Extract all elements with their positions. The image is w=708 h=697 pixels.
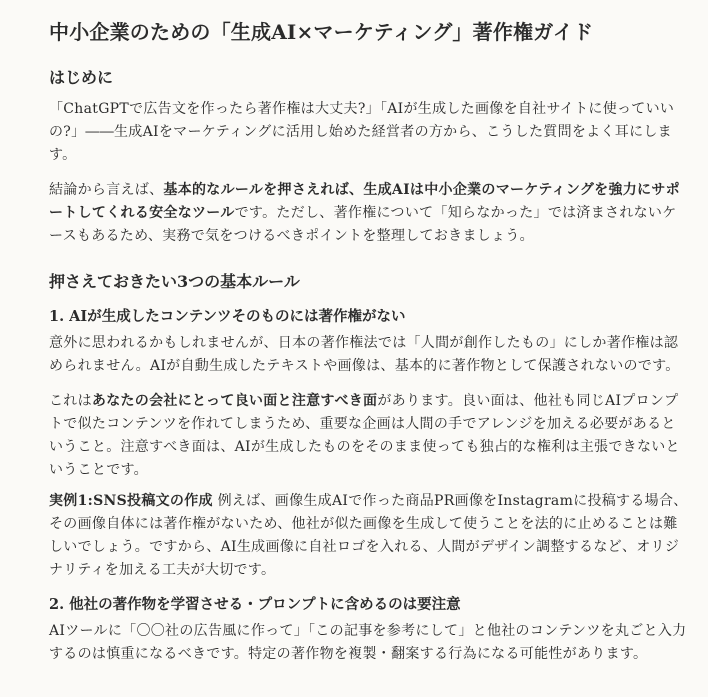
intro-p2-text-after: です。ただし、著作権について「知らなかった」では済まされないケースもあるため、実務で気をつけるべきポイントを整理しておきましょう。 [49, 205, 677, 244]
example-1-label: 実例1:SNS投稿文の作成 [49, 493, 213, 509]
rule1-p2-bold: あなたの会社にとって良い面と注意すべき面 [91, 393, 378, 409]
intro-heading: はじめに [49, 68, 114, 87]
intro-p2-bold: 基本的なルールを押さえれば、生成AIは中小企業のマーケティングを強力にサポートしてくれる安全なツール [49, 182, 680, 221]
rule1-paragraph-2 [49, 390, 688, 482]
rule1-p2-text-before: これは [49, 393, 92, 409]
rule2-paragraph-1: AIツールに「〇〇社の広告風に作って」「この記事を参考にして」と他社のコンテンツを丸ごと入力するのは慎重になるべきです。特定の著作物を複製・翻案する行為になる可能性があります。 [49, 623, 687, 662]
rules-heading: 押さえておきたい3つの基本ルール [49, 272, 300, 291]
intro-paragraph-1: 「ChatGPTで広告文を作ったら著作権は大丈夫?」「AIが生成した画像を自社サイトに使っていいの?」――生成AIをマーケティングに活用し始めた経営者の方から、こうした質問をよく耳にします。 [49, 101, 675, 163]
intro-paragraph-2 [49, 179, 688, 248]
rule1-heading: 1. AIが生成したコンテンツそのものには著作権がない [49, 308, 406, 325]
rule1-p2-text-after: があります。良い面は、他社も同じAIプロンプトで似たコンテンツを作れてしまうため、重要な企画は人間の手でアレンジを加える必要があるということ。注意すべき面は、AIが生成したものをそのまま使っても独占的な権利は主張できないということです。 [49, 393, 680, 478]
intro-p2-text-before: 結論から言えば、 [49, 182, 164, 198]
rule2-heading: 2. 他社の著作物を学習させる・プロンプトに含めるのは要注意 [49, 596, 461, 613]
rule1-paragraph-1: 意外に思われるかもしれませんが、日本の著作権法では「人間が創作したもの」にしか著作権は認められません。AIが自動生成したテキストや画像は、基本的に著作物として保護されないのです。 [49, 335, 680, 374]
page-title: 中小企業のための「生成AI×マーケティング」著作権ガイド [49, 20, 594, 44]
example-1-paragraph [49, 490, 688, 582]
example-1-text: 例えば、画像生成AIで作った商品PR画像をInstagramに投稿する場合、その画像自体には著作権がないため、他社が似た画像を生成して使うことを法的に止めることは難しいでしょう。ですから、AI生成画像に自社ロゴを入れる、人間がデザイン調整するなど、オリジナリティを加える工夫が大切です。 [49, 493, 688, 578]
